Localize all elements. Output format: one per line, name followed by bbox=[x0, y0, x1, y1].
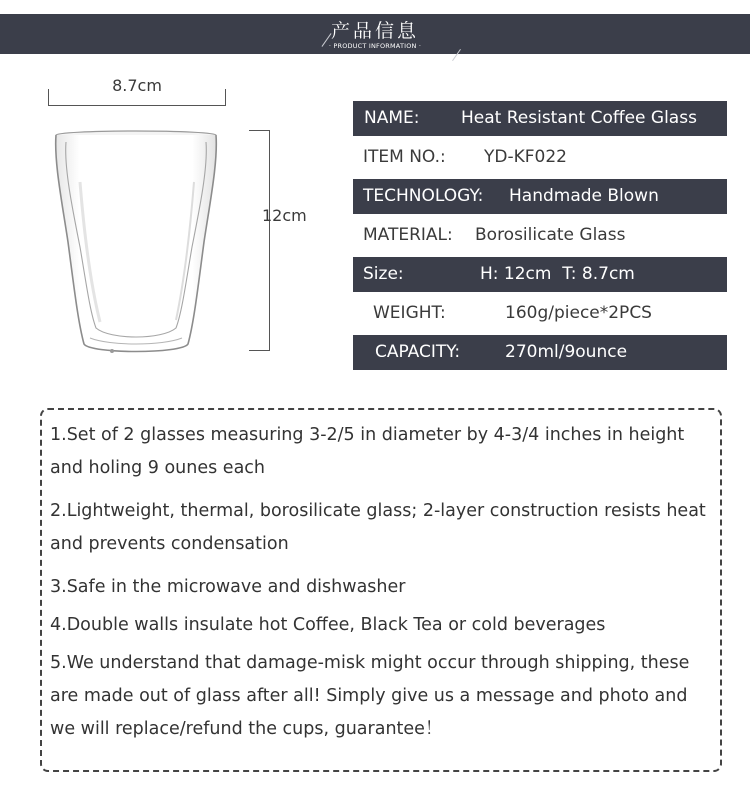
spec-row-item-no bbox=[353, 140, 727, 175]
banner-title: 产品信息 bbox=[330, 20, 419, 42]
spec-value: 270ml/9ounce bbox=[505, 342, 628, 362]
feature-note: 1.Set of 2 glasses measuring 3-2/5 in diameter by 4-3/4 inches in height and holing 9 ounes each bbox=[50, 425, 685, 478]
feature-note: 3.Safe in the microwave and dishwasher bbox=[50, 577, 406, 597]
height-dimension-label: 12cm bbox=[262, 206, 307, 225]
spec-value: H: 12cm T: 8.7cm bbox=[480, 264, 635, 284]
spec-label: NAME: bbox=[364, 108, 420, 128]
spec-row-material bbox=[353, 218, 727, 253]
width-dimension-tick-left bbox=[48, 89, 49, 106]
coffee-glass-image bbox=[50, 122, 222, 362]
spec-row-capacity bbox=[353, 335, 727, 370]
spec-row-technology bbox=[353, 179, 727, 214]
height-dimension-tick-top bbox=[249, 130, 270, 131]
feature-note: 4.Double walls insulate hot Coffee, Black Tea or cold beverages bbox=[50, 615, 606, 635]
spec-value: 160g/piece*2PCS bbox=[505, 303, 652, 323]
spec-value: Borosilicate Glass bbox=[475, 225, 626, 245]
spec-row-weight bbox=[353, 296, 727, 331]
banner-subtitle: · PRODUCT INFORMATION · bbox=[328, 42, 422, 50]
spec-value: Heat Resistant Coffee Glass bbox=[461, 108, 697, 128]
width-dimension-line bbox=[48, 105, 226, 106]
width-dimension-label: 8.7cm bbox=[112, 76, 162, 95]
feature-notes-box bbox=[40, 408, 722, 772]
product-info-banner bbox=[0, 14, 750, 54]
spec-value: Handmade Blown bbox=[509, 186, 659, 206]
feature-note: 2.Lightweight, thermal, borosilicate glass; 2-layer construction resists heat and prevents condensation bbox=[50, 501, 706, 554]
spec-label: CAPACITY: bbox=[375, 342, 461, 362]
spec-row-name bbox=[353, 101, 727, 136]
banner-slash-right bbox=[452, 49, 461, 61]
height-dimension-line bbox=[269, 130, 270, 351]
feature-note: 5.We understand that damage-misk might occur through shipping, these are made out of glass after all! Simply give us a message and photo and we will replace/refund the cups, guarantee！ bbox=[50, 653, 690, 739]
height-dimension-tick-bottom bbox=[249, 350, 270, 351]
width-dimension-tick-right bbox=[225, 89, 226, 106]
spec-label: ITEM NO.: bbox=[363, 147, 446, 167]
spec-label: MATERIAL: bbox=[363, 225, 453, 245]
spec-row-size bbox=[353, 257, 727, 292]
spec-label: Size: bbox=[363, 264, 404, 284]
spec-value: YD-KF022 bbox=[484, 147, 567, 167]
spec-label: TECHNOLOGY: bbox=[363, 186, 484, 206]
spec-label: WEIGHT: bbox=[373, 303, 446, 323]
spec-table bbox=[353, 101, 727, 374]
